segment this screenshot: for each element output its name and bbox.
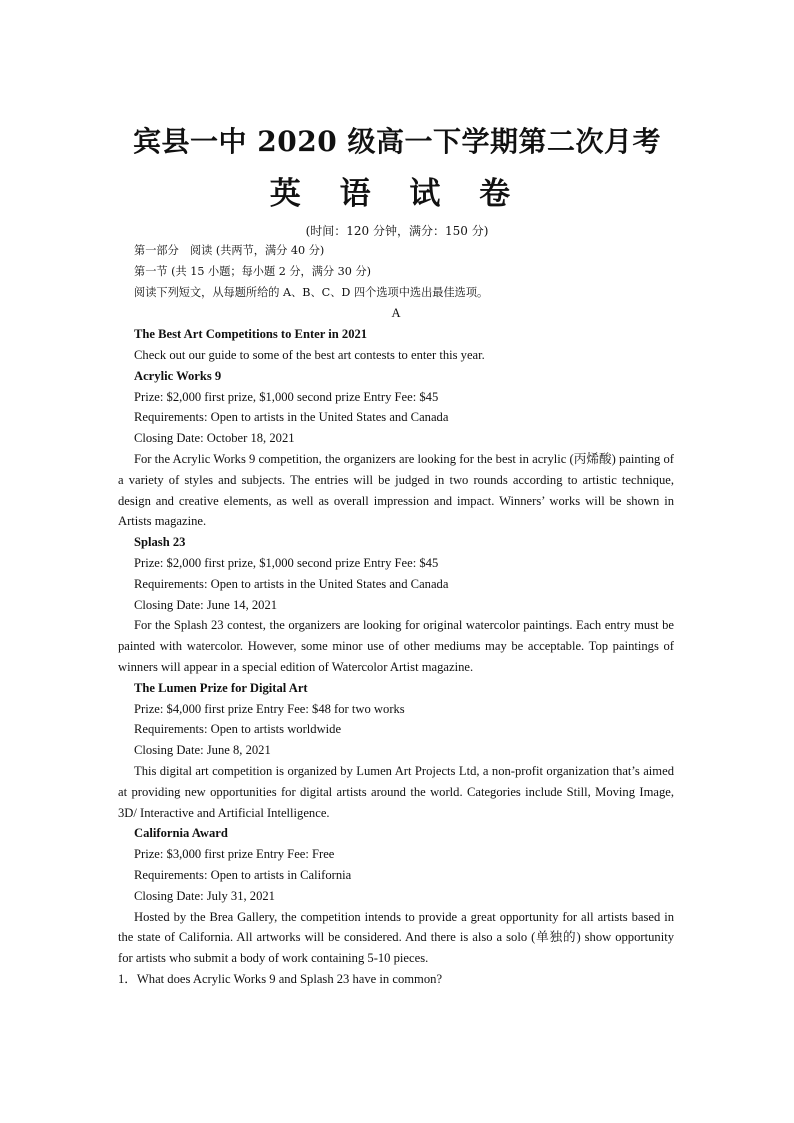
exam-subtitle: 英 语 试 卷 <box>269 176 525 212</box>
competition-requirements: Requirements: Open to artists in the United States and Canada <box>134 410 449 425</box>
competition-closing-date: Closing Date: July 31, 2021 <box>134 888 275 903</box>
exam-info: (时间：120 分钟，满分：150 分) <box>305 224 489 238</box>
competition-name: The Lumen Prize for Digital Art <box>134 680 308 695</box>
part-heading: 第一部分 阅读 (共两节，满分 40 分) <box>134 244 325 257</box>
section-heading: 第一节 (共 15 小题；每小题 2 分，满分 30 分) <box>134 264 372 278</box>
competition-block <box>118 532 674 678</box>
exam-body <box>118 241 674 990</box>
competition-block <box>118 366 674 532</box>
competition-block <box>118 678 674 824</box>
competition-prize: Prize: $4,000 first prize Entry Fee: $48 for two works <box>134 701 405 716</box>
competition-requirements: Requirements: Open to artists in the United States and Canada <box>134 576 449 591</box>
competition-closing-date: Closing Date: June 14, 2021 <box>134 597 278 612</box>
competition-prize: Prize: $3,000 first prize Entry Fee: Free <box>134 847 335 862</box>
competition-requirements: Requirements: Open to artists worldwide <box>134 722 342 737</box>
competition-description: For the Acrylic Works 9 competition, the organizers are looking for the best in acrylic (丙烯酸) painting of a variety of styles and subjects. The entries will be judged in two rounds according to artistic technique, design and creative elements, as well as overall impression and impact. Winners’ works will be shown in Artists magazine. <box>118 451 674 529</box>
passage-title: The Best Art Competitions to Enter in 2021 <box>134 327 368 342</box>
competition-block <box>118 823 674 969</box>
exam-title: 宾县一中 2020 级高一下学期第二次月考 <box>133 125 661 158</box>
passage-intro: Check out our guide to some of the best art contests to enter this year. <box>134 347 485 362</box>
competition-prize: Prize: $2,000 first prize, $1,000 second prize Entry Fee: $45 <box>134 389 439 404</box>
competition-closing-date: Closing Date: October 18, 2021 <box>134 431 295 446</box>
competition-prize: Prize: $2,000 first prize, $1,000 second prize Entry Fee: $45 <box>134 555 439 570</box>
passage-label: A <box>391 306 401 321</box>
competition-description: Hosted by the Brea Gallery, the competition intends to provide a great opportunity for all artists based in the state of California. All artworks will be considered. And there is also a solo (单独的) show opportunity for artists who submit a body of work containing 5-10 pieces. <box>118 909 674 966</box>
competition-name: Splash 23 <box>134 535 186 550</box>
competition-closing-date: Closing Date: June 8, 2021 <box>134 743 271 758</box>
competition-requirements: Requirements: Open to artists in California <box>134 867 352 882</box>
question-1: 1．What does Acrylic Works 9 and Splash 23 have in common? <box>118 971 443 986</box>
competition-name: Acrylic Works 9 <box>134 368 222 383</box>
competition-description: For the Splash 23 contest, the organizers are looking for original watercolor paintings. Each entry must be painted with watercolor. However, some minor use of other mediums may be acceptable. Top paintings of winners will appear in a special edition of Watercolor Artist magazine. <box>118 618 674 674</box>
direction-text: 阅读下列短文，从每题所给的 A、B、C、D 四个选项中选出最佳选项。 <box>134 285 489 299</box>
competition-description: This digital art competition is organized by Lumen Art Projects Ltd, a non-profit organization that’s aimed at providing new opportunities for digital artists around the world. Categories include Still, Moving Image, 3D/ Interactive and Artificial Intelligence. <box>118 763 674 820</box>
competition-name: California Award <box>134 826 228 841</box>
